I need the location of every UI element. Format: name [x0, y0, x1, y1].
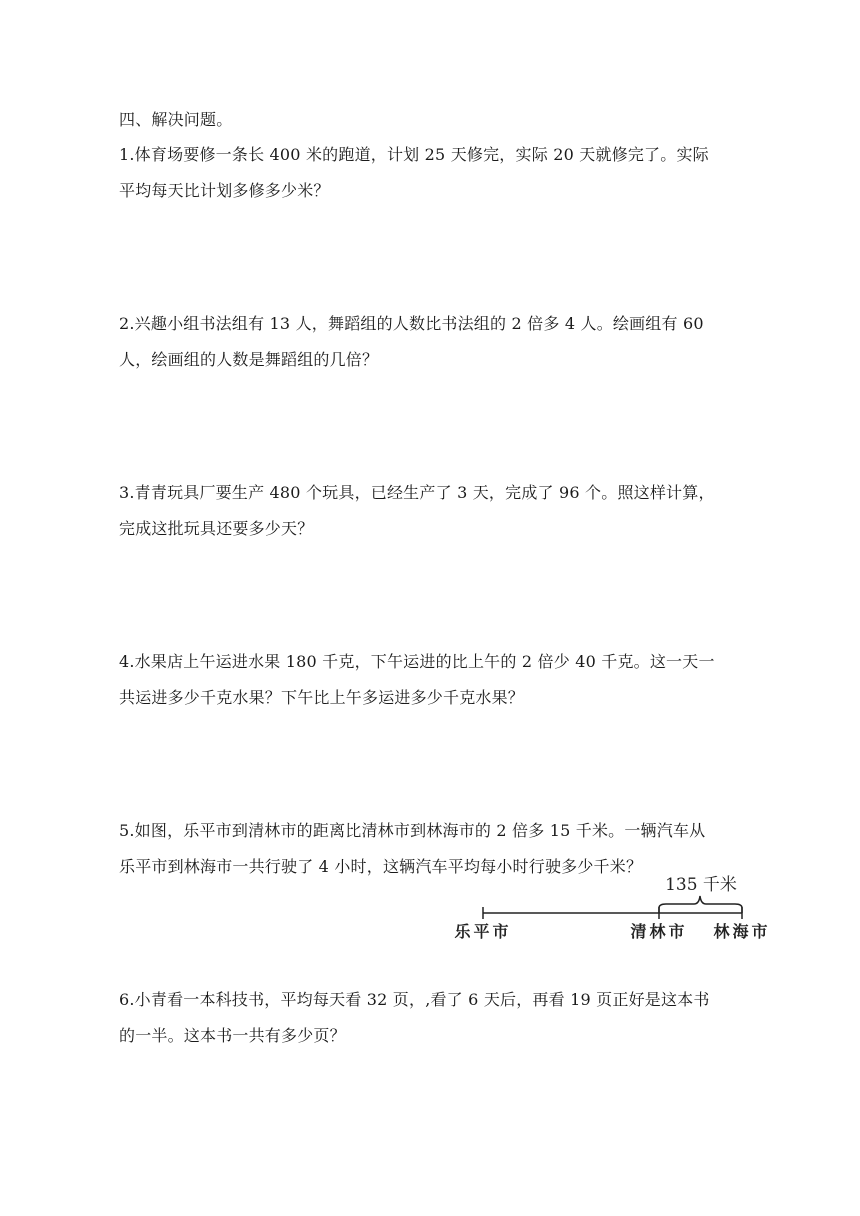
distance-brace [659, 896, 742, 913]
city-label-linhaishi: 林海市 [713, 922, 771, 941]
problem-1-line-2: 平均每天比计划多修多少米？ [119, 181, 330, 200]
problem-5-line-1: 5.如图，乐平市到清林市的距离比清林市到林海市的 2 倍多 15 千米。一辆汽车从 [119, 821, 706, 840]
problem-2-line-2: 人，绘画组的人数是舞蹈组的几倍？ [119, 350, 379, 369]
city-label-qinglinshi: 清林市 [630, 922, 688, 941]
distance-diagram-svg [440, 872, 780, 944]
problem-2-line-1: 2.兴趣小组书法组有 13 人，舞蹈组的人数比书法组的 2 倍多 4 人。绘画组有 60 [119, 314, 704, 333]
problem-5-line-2: 乐平市到林海市一共行驶了 4 小时，这辆汽车平均每小时行驶多少千米？ [119, 857, 643, 876]
problem-4-line-1: 4.水果店上午运进水果 180 千克，下午运进的比上午的 2 倍少 40 千克。这一天一 [119, 652, 715, 671]
distance-label: 135 千米 [665, 875, 737, 895]
section-title: 四、解决问题。 [119, 110, 233, 129]
problem-6-line-1: 6.小青看一本科技书，平均每天看 32 页，,看了 6 天后，再看 19 页正好是这本书 [119, 990, 710, 1009]
problem-3-line-1: 3.青青玩具厂要生产 480 个玩具，已经生产了 3 天，完成了 96 个。照这样计算， [119, 483, 715, 502]
problem-3-line-2: 完成这批玩具还要多少天？ [119, 519, 314, 538]
distance-diagram [440, 872, 780, 944]
city-label-lepingshi: 乐平市 [454, 922, 512, 941]
problem-4-line-2: 共运进多少千克水果？下午比上午多运进多少千克水果？ [119, 688, 525, 707]
problem-1-line-1: 1.体育场要修一条长 400 米的跑道，计划 25 天修完，实际 20 天就修完了。实际 [119, 145, 709, 164]
problem-6-line-2: 的一半。这本书一共有多少页？ [119, 1026, 346, 1045]
